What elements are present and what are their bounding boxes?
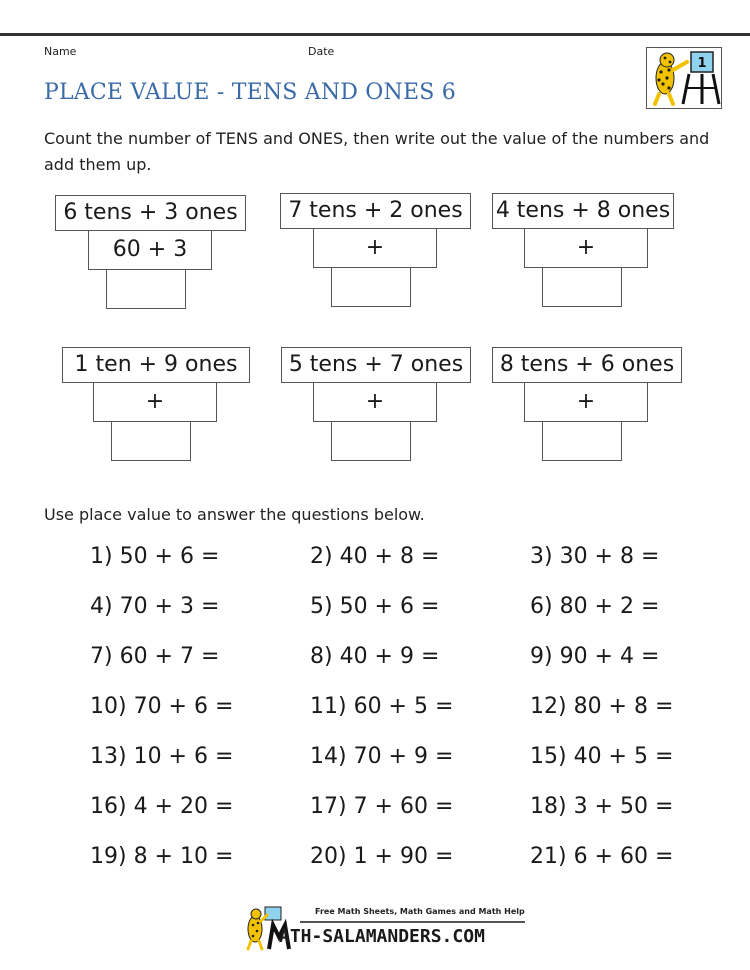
tens-ones-label: 6 tens + 3 ones <box>55 195 246 231</box>
footer-rule <box>300 921 525 923</box>
question-4: 4) 70 + 3 = <box>90 594 220 619</box>
question-15: 15) 40 + 5 = <box>530 744 674 769</box>
expanded-form-box[interactable]: + <box>93 382 217 422</box>
question-3: 3) 30 + 8 = <box>530 544 660 569</box>
question-12: 12) 80 + 8 = <box>530 694 674 719</box>
expanded-form-box[interactable]: + <box>524 382 648 422</box>
question-5: 5) 50 + 6 = <box>310 594 440 619</box>
footer-tagline: Free Math Sheets, Math Games and Math Help <box>315 907 525 916</box>
instruction-line-1: Count the number of TENS and ONES, then write out the value of the numbers and <box>44 129 710 148</box>
section2-instruction: Use place value to answer the questions below. <box>44 505 425 524</box>
answer-box[interactable] <box>106 269 186 309</box>
expanded-form-box[interactable]: 60 + 3 <box>88 230 212 270</box>
footer-site-link[interactable]: ATH-SALAMANDERS.COM <box>279 926 485 947</box>
page-title: PLACE VALUE - TENS AND ONES 6 <box>44 80 456 105</box>
question-13: 13) 10 + 6 = <box>90 744 234 769</box>
question-10: 10) 70 + 6 = <box>90 694 234 719</box>
question-8: 8) 40 + 9 = <box>310 644 440 669</box>
question-21: 21) 6 + 60 = <box>530 844 674 869</box>
question-6: 6) 80 + 2 = <box>530 594 660 619</box>
tens-ones-label: 1 ten + 9 ones <box>62 347 250 383</box>
logo-badge-number: 1 <box>697 56 707 71</box>
top-rule <box>0 33 750 36</box>
question-20: 20) 1 + 90 = <box>310 844 454 869</box>
question-7: 7) 60 + 7 = <box>90 644 220 669</box>
answer-box[interactable] <box>542 267 622 307</box>
question-19: 19) 8 + 10 = <box>90 844 234 869</box>
answer-box[interactable] <box>331 267 411 307</box>
answer-box[interactable] <box>331 421 411 461</box>
expanded-form-box[interactable]: + <box>524 228 648 268</box>
tens-ones-label: 7 tens + 2 ones <box>280 193 471 229</box>
salamander-logo <box>646 47 722 109</box>
question-14: 14) 70 + 9 = <box>310 744 454 769</box>
question-1: 1) 50 + 6 = <box>90 544 220 569</box>
question-11: 11) 60 + 5 = <box>310 694 454 719</box>
question-16: 16) 4 + 20 = <box>90 794 234 819</box>
tens-ones-label: 8 tens + 6 ones <box>492 347 682 383</box>
date-label: Date <box>308 45 335 58</box>
name-label: Name <box>44 45 77 58</box>
question-18: 18) 3 + 50 = <box>530 794 674 819</box>
answer-box[interactable] <box>111 421 191 461</box>
answer-box[interactable] <box>542 421 622 461</box>
instruction-line-2: add them up. <box>44 155 152 174</box>
salamander-icon <box>647 48 721 108</box>
question-17: 17) 7 + 60 = <box>310 794 454 819</box>
question-9: 9) 90 + 4 = <box>530 644 660 669</box>
tens-ones-label: 4 tens + 8 ones <box>492 193 674 229</box>
tens-ones-label: 5 tens + 7 ones <box>281 347 471 383</box>
question-2: 2) 40 + 8 = <box>310 544 440 569</box>
expanded-form-box[interactable]: + <box>313 228 437 268</box>
expanded-form-box[interactable]: + <box>313 382 437 422</box>
